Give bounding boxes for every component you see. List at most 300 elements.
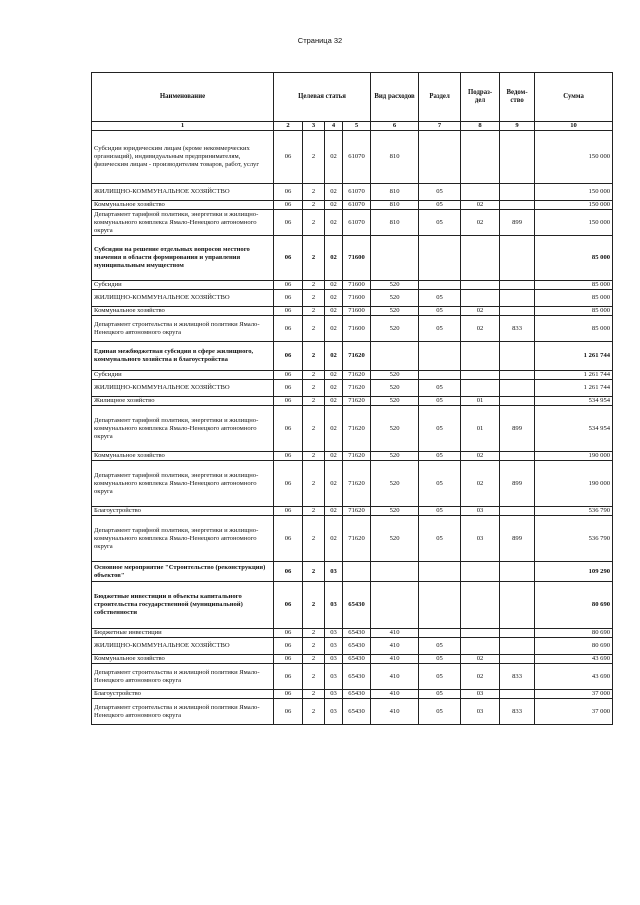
table-row	[92, 201, 613, 210]
row-sum: 150 000	[535, 131, 613, 184]
row-event: 02	[325, 397, 343, 406]
row-subprogram: 2	[303, 131, 325, 184]
row-subprogram: 2	[303, 461, 325, 507]
row-direction: 71620	[343, 461, 371, 507]
row-department	[500, 281, 535, 290]
row-direction: 71600	[343, 316, 371, 342]
row-department	[500, 655, 535, 664]
row-expense-type: 520	[371, 461, 419, 507]
row-name: Департамент строительства и жилищной политики Ямало-Ненецкого автономного округа	[92, 316, 274, 342]
column-number: 6	[371, 122, 419, 131]
row-sum: 190 000	[535, 461, 613, 507]
row-subprogram: 2	[303, 316, 325, 342]
row-subprogram: 2	[303, 406, 325, 452]
row-expense-type: 520	[371, 516, 419, 562]
row-expense-type: 520	[371, 507, 419, 516]
row-event: 02	[325, 516, 343, 562]
row-subsection	[461, 131, 500, 184]
row-subsection	[461, 236, 500, 281]
header-subsection: Подраз-дел	[461, 73, 500, 122]
row-department	[500, 690, 535, 699]
row-program: 06	[274, 236, 303, 281]
row-event: 02	[325, 210, 343, 236]
row-section	[419, 562, 461, 582]
row-program: 06	[274, 316, 303, 342]
row-subsection: 01	[461, 406, 500, 452]
row-sum: 534 954	[535, 397, 613, 406]
row-program: 06	[274, 371, 303, 380]
row-name: Департамент строительства и жилищной политики Ямало-Ненецкого автономного округа	[92, 699, 274, 725]
row-section: 05	[419, 452, 461, 461]
row-event: 02	[325, 236, 343, 281]
row-subprogram: 2	[303, 664, 325, 690]
row-name: Департамент тарифной политики, энергетики и жилищно-коммунального комплекса Ямало-Ненецкого автономного округа	[92, 516, 274, 562]
row-name: Жилищное хозяйство	[92, 397, 274, 406]
row-subsection	[461, 638, 500, 655]
row-event: 03	[325, 699, 343, 725]
row-section	[419, 342, 461, 371]
row-section: 05	[419, 655, 461, 664]
row-department: 899	[500, 461, 535, 507]
row-subsection	[461, 371, 500, 380]
column-number: 9	[500, 122, 535, 131]
row-subsection	[461, 629, 500, 638]
row-name: Бюджетные инвестиции в объекты капитального строительства государственной (муниципальной) собственности	[92, 582, 274, 629]
row-program: 06	[274, 690, 303, 699]
row-section: 05	[419, 380, 461, 397]
row-department	[500, 507, 535, 516]
row-department	[500, 201, 535, 210]
table-row	[92, 664, 613, 690]
row-subprogram: 2	[303, 307, 325, 316]
column-number: 8	[461, 122, 500, 131]
row-event: 02	[325, 316, 343, 342]
row-direction: 65430	[343, 690, 371, 699]
row-subprogram: 2	[303, 516, 325, 562]
row-program: 06	[274, 452, 303, 461]
row-subsection: 02	[461, 210, 500, 236]
row-department	[500, 380, 535, 397]
row-sum: 1 261 744	[535, 371, 613, 380]
row-department: 833	[500, 699, 535, 725]
row-event: 02	[325, 461, 343, 507]
row-department	[500, 184, 535, 201]
row-section: 05	[419, 316, 461, 342]
row-program: 06	[274, 655, 303, 664]
row-sum: 85 000	[535, 290, 613, 307]
table-row	[92, 406, 613, 452]
header-sum: Сумма	[535, 73, 613, 122]
page-number-label: Страница 32	[297, 36, 343, 45]
row-subsection: 02	[461, 307, 500, 316]
row-expense-type	[371, 562, 419, 582]
row-expense-type: 410	[371, 638, 419, 655]
row-expense-type: 520	[371, 380, 419, 397]
row-subsection: 02	[461, 655, 500, 664]
table-row	[92, 638, 613, 655]
row-program: 06	[274, 582, 303, 629]
row-section: 05	[419, 307, 461, 316]
row-section	[419, 582, 461, 629]
row-department	[500, 131, 535, 184]
row-direction: 71620	[343, 406, 371, 452]
row-expense-type	[371, 236, 419, 281]
row-program: 06	[274, 406, 303, 452]
row-subsection: 02	[461, 664, 500, 690]
table-row	[92, 690, 613, 699]
row-sum: 150 000	[535, 210, 613, 236]
row-subsection: 03	[461, 699, 500, 725]
row-expense-type: 810	[371, 184, 419, 201]
row-sum: 43 690	[535, 655, 613, 664]
table-row	[92, 397, 613, 406]
table-row	[92, 371, 613, 380]
table-row	[92, 452, 613, 461]
row-subprogram: 2	[303, 290, 325, 307]
row-name: Благоустройство	[92, 690, 274, 699]
row-subsection: 02	[461, 452, 500, 461]
column-number: 10	[535, 122, 613, 131]
row-section: 05	[419, 461, 461, 507]
row-name: Коммунальное хозяйство	[92, 452, 274, 461]
row-program: 06	[274, 290, 303, 307]
row-subsection: 01	[461, 397, 500, 406]
column-number: 2	[274, 122, 303, 131]
table-row	[92, 461, 613, 507]
row-program: 06	[274, 210, 303, 236]
row-expense-type	[371, 582, 419, 629]
row-sum: 1 261 744	[535, 380, 613, 397]
row-sum: 37 000	[535, 699, 613, 725]
row-subsection	[461, 582, 500, 629]
table-row	[92, 290, 613, 307]
row-name: Субсидии	[92, 281, 274, 290]
table-row	[92, 342, 613, 371]
row-subsection: 02	[461, 201, 500, 210]
row-event: 02	[325, 184, 343, 201]
row-department	[500, 290, 535, 307]
row-program: 06	[274, 281, 303, 290]
row-sum: 80 690	[535, 582, 613, 629]
row-department	[500, 452, 535, 461]
table-row	[92, 316, 613, 342]
row-expense-type: 810	[371, 201, 419, 210]
header-section: Раздел	[419, 73, 461, 122]
row-department	[500, 562, 535, 582]
row-sum: 150 000	[535, 201, 613, 210]
row-name: Департамент строительства и жилищной политики Ямало-Ненецкого автономного округа	[92, 664, 274, 690]
row-expense-type: 520	[371, 316, 419, 342]
row-subprogram: 2	[303, 507, 325, 516]
row-event: 02	[325, 281, 343, 290]
row-department	[500, 638, 535, 655]
row-direction: 71620	[343, 507, 371, 516]
column-number: 7	[419, 122, 461, 131]
row-direction: 61070	[343, 131, 371, 184]
row-department: 833	[500, 316, 535, 342]
row-section: 05	[419, 664, 461, 690]
row-expense-type: 520	[371, 281, 419, 290]
row-department	[500, 629, 535, 638]
row-direction: 71600	[343, 236, 371, 281]
row-subprogram: 2	[303, 380, 325, 397]
row-subprogram: 2	[303, 397, 325, 406]
row-name: Коммунальное хозяйство	[92, 655, 274, 664]
row-name: Благоустройство	[92, 507, 274, 516]
row-subprogram: 2	[303, 629, 325, 638]
row-direction: 71620	[343, 342, 371, 371]
row-program: 06	[274, 131, 303, 184]
row-expense-type: 520	[371, 371, 419, 380]
row-program: 06	[274, 461, 303, 507]
row-direction: 71620	[343, 380, 371, 397]
row-event: 02	[325, 406, 343, 452]
column-number-row	[92, 122, 613, 131]
table-row	[92, 562, 613, 582]
row-name: ЖИЛИЩНО-КОММУНАЛЬНОЕ ХОЗЯЙСТВО	[92, 184, 274, 201]
table-row	[92, 655, 613, 664]
row-subsection	[461, 184, 500, 201]
budget-table	[91, 72, 613, 725]
table-row	[92, 210, 613, 236]
row-event: 03	[325, 562, 343, 582]
table-row	[92, 131, 613, 184]
row-direction: 61070	[343, 201, 371, 210]
row-subprogram: 2	[303, 210, 325, 236]
row-expense-type: 520	[371, 290, 419, 307]
row-section: 05	[419, 210, 461, 236]
row-program: 06	[274, 516, 303, 562]
row-sum: 536 790	[535, 516, 613, 562]
row-subsection	[461, 562, 500, 582]
row-expense-type: 410	[371, 655, 419, 664]
row-department: 899	[500, 406, 535, 452]
row-direction: 65430	[343, 638, 371, 655]
row-sum: 85 000	[535, 307, 613, 316]
row-direction: 65430	[343, 655, 371, 664]
row-expense-type: 520	[371, 397, 419, 406]
row-name: ЖИЛИЩНО-КОММУНАЛЬНОЕ ХОЗЯЙСТВО	[92, 290, 274, 307]
row-direction: 65430	[343, 699, 371, 725]
row-name: Департамент тарифной политики, энергетики и жилищно-коммунального комплекса Ямало-Ненецкого автономного округа	[92, 210, 274, 236]
row-event: 02	[325, 380, 343, 397]
row-event: 02	[325, 371, 343, 380]
row-section	[419, 131, 461, 184]
row-event: 02	[325, 201, 343, 210]
row-section: 05	[419, 638, 461, 655]
table-row	[92, 281, 613, 290]
row-subsection: 02	[461, 461, 500, 507]
row-event: 03	[325, 638, 343, 655]
row-sum: 85 000	[535, 316, 613, 342]
row-program: 06	[274, 629, 303, 638]
row-program: 06	[274, 562, 303, 582]
row-sum: 109 290	[535, 562, 613, 582]
row-direction	[343, 562, 371, 582]
row-subprogram: 2	[303, 236, 325, 281]
row-expense-type: 810	[371, 210, 419, 236]
row-section: 05	[419, 406, 461, 452]
row-program: 06	[274, 184, 303, 201]
table-row	[92, 629, 613, 638]
row-program: 06	[274, 307, 303, 316]
header-department: Ведом-ство	[500, 73, 535, 122]
row-sum: 150 000	[535, 184, 613, 201]
row-expense-type: 520	[371, 307, 419, 316]
row-name: Департамент тарифной политики, энергетики и жилищно-коммунального комплекса Ямало-Ненецкого автономного округа	[92, 461, 274, 507]
row-sum: 190 000	[535, 452, 613, 461]
row-direction: 61070	[343, 210, 371, 236]
row-name: Субсидии	[92, 371, 274, 380]
row-sum: 1 261 744	[535, 342, 613, 371]
column-number: 1	[92, 122, 274, 131]
row-sum: 37 000	[535, 690, 613, 699]
row-direction: 65430	[343, 582, 371, 629]
row-direction: 71620	[343, 516, 371, 562]
row-event: 03	[325, 629, 343, 638]
row-name: ЖИЛИЩНО-КОММУНАЛЬНОЕ ХОЗЯЙСТВО	[92, 638, 274, 655]
row-name: Коммунальное хозяйство	[92, 307, 274, 316]
row-expense-type	[371, 342, 419, 371]
row-program: 06	[274, 201, 303, 210]
header-expense-type: Вид расходов	[371, 73, 419, 122]
row-section: 05	[419, 690, 461, 699]
row-event: 03	[325, 655, 343, 664]
row-sum: 85 000	[535, 236, 613, 281]
row-name: Департамент тарифной политики, энергетики и жилищно-коммунального комплекса Ямало-Ненецкого автономного округа	[92, 406, 274, 452]
row-event: 02	[325, 131, 343, 184]
header-name: Наименование	[92, 73, 274, 122]
row-section: 05	[419, 397, 461, 406]
row-section	[419, 236, 461, 281]
row-expense-type: 520	[371, 452, 419, 461]
row-section	[419, 371, 461, 380]
row-section: 05	[419, 699, 461, 725]
row-department	[500, 342, 535, 371]
row-expense-type: 410	[371, 690, 419, 699]
row-section	[419, 629, 461, 638]
row-expense-type: 410	[371, 629, 419, 638]
row-direction: 71600	[343, 290, 371, 307]
table-row	[92, 516, 613, 562]
header-target-article: Целевая статья	[274, 73, 371, 122]
row-name: Единая межбюджетная субсидия в сфере жилищного, коммунального хозяйства и благоустройства	[92, 342, 274, 371]
row-department: 833	[500, 664, 535, 690]
table-row	[92, 699, 613, 725]
row-sum: 43 690	[535, 664, 613, 690]
row-event: 03	[325, 582, 343, 629]
row-event: 02	[325, 307, 343, 316]
row-section: 05	[419, 184, 461, 201]
row-subprogram: 2	[303, 690, 325, 699]
row-sum: 85 000	[535, 281, 613, 290]
row-event: 02	[325, 507, 343, 516]
row-direction: 71600	[343, 307, 371, 316]
row-subprogram: 2	[303, 655, 325, 664]
row-direction: 71600	[343, 281, 371, 290]
row-subsection	[461, 281, 500, 290]
row-department	[500, 307, 535, 316]
row-subprogram: 2	[303, 201, 325, 210]
row-subprogram: 2	[303, 582, 325, 629]
row-expense-type: 810	[371, 131, 419, 184]
row-program: 06	[274, 342, 303, 371]
row-subsection: 03	[461, 507, 500, 516]
row-sum: 534 954	[535, 406, 613, 452]
row-subsection: 03	[461, 690, 500, 699]
row-program: 06	[274, 380, 303, 397]
row-subsection	[461, 380, 500, 397]
row-name: Основное мероприятие "Строительство (реконструкция) объектов"	[92, 562, 274, 582]
row-direction: 61070	[343, 184, 371, 201]
row-expense-type: 520	[371, 406, 419, 452]
row-name: Бюджетные инвестиции	[92, 629, 274, 638]
row-department	[500, 371, 535, 380]
row-direction: 71620	[343, 452, 371, 461]
row-subsection	[461, 290, 500, 307]
row-section: 05	[419, 290, 461, 307]
row-subprogram: 2	[303, 281, 325, 290]
row-subprogram: 2	[303, 638, 325, 655]
column-number: 4	[325, 122, 343, 131]
row-subprogram: 2	[303, 452, 325, 461]
row-section	[419, 281, 461, 290]
table-row	[92, 184, 613, 201]
row-direction: 71620	[343, 397, 371, 406]
row-department: 899	[500, 516, 535, 562]
row-subsection: 03	[461, 516, 500, 562]
row-sum: 80 690	[535, 638, 613, 655]
row-section: 05	[419, 507, 461, 516]
row-event: 02	[325, 452, 343, 461]
row-sum: 536 790	[535, 507, 613, 516]
row-program: 06	[274, 638, 303, 655]
row-section: 05	[419, 201, 461, 210]
table-row	[92, 380, 613, 397]
table-row	[92, 307, 613, 316]
row-program: 06	[274, 699, 303, 725]
row-event: 03	[325, 664, 343, 690]
row-subsection	[461, 342, 500, 371]
row-name: Коммунальное хозяйство	[92, 201, 274, 210]
row-subprogram: 2	[303, 342, 325, 371]
row-subprogram: 2	[303, 371, 325, 380]
row-direction: 71620	[343, 371, 371, 380]
table-row	[92, 236, 613, 281]
row-name: Субсидии юридическим лицам (кроме некоммерческих организаций), индивидуальным предпринимателям, физическим лицам - производителям товаров, работ, услуг	[92, 131, 274, 184]
row-event: 03	[325, 690, 343, 699]
row-program: 06	[274, 397, 303, 406]
row-name: ЖИЛИЩНО-КОММУНАЛЬНОЕ ХОЗЯЙСТВО	[92, 380, 274, 397]
row-sum: 80 690	[535, 629, 613, 638]
column-number: 5	[343, 122, 371, 131]
row-department: 899	[500, 210, 535, 236]
row-expense-type: 410	[371, 664, 419, 690]
row-subsection: 02	[461, 316, 500, 342]
row-name: Субсидии на решение отдельных вопросов местного значения в области формирования и управления муниципальным имуществом	[92, 236, 274, 281]
row-program: 06	[274, 664, 303, 690]
row-direction: 65430	[343, 629, 371, 638]
row-event: 02	[325, 290, 343, 307]
table-row	[92, 582, 613, 629]
row-department	[500, 397, 535, 406]
row-subprogram: 2	[303, 184, 325, 201]
row-subprogram: 2	[303, 562, 325, 582]
row-department	[500, 236, 535, 281]
row-expense-type: 410	[371, 699, 419, 725]
table-row	[92, 507, 613, 516]
row-subprogram: 2	[303, 699, 325, 725]
